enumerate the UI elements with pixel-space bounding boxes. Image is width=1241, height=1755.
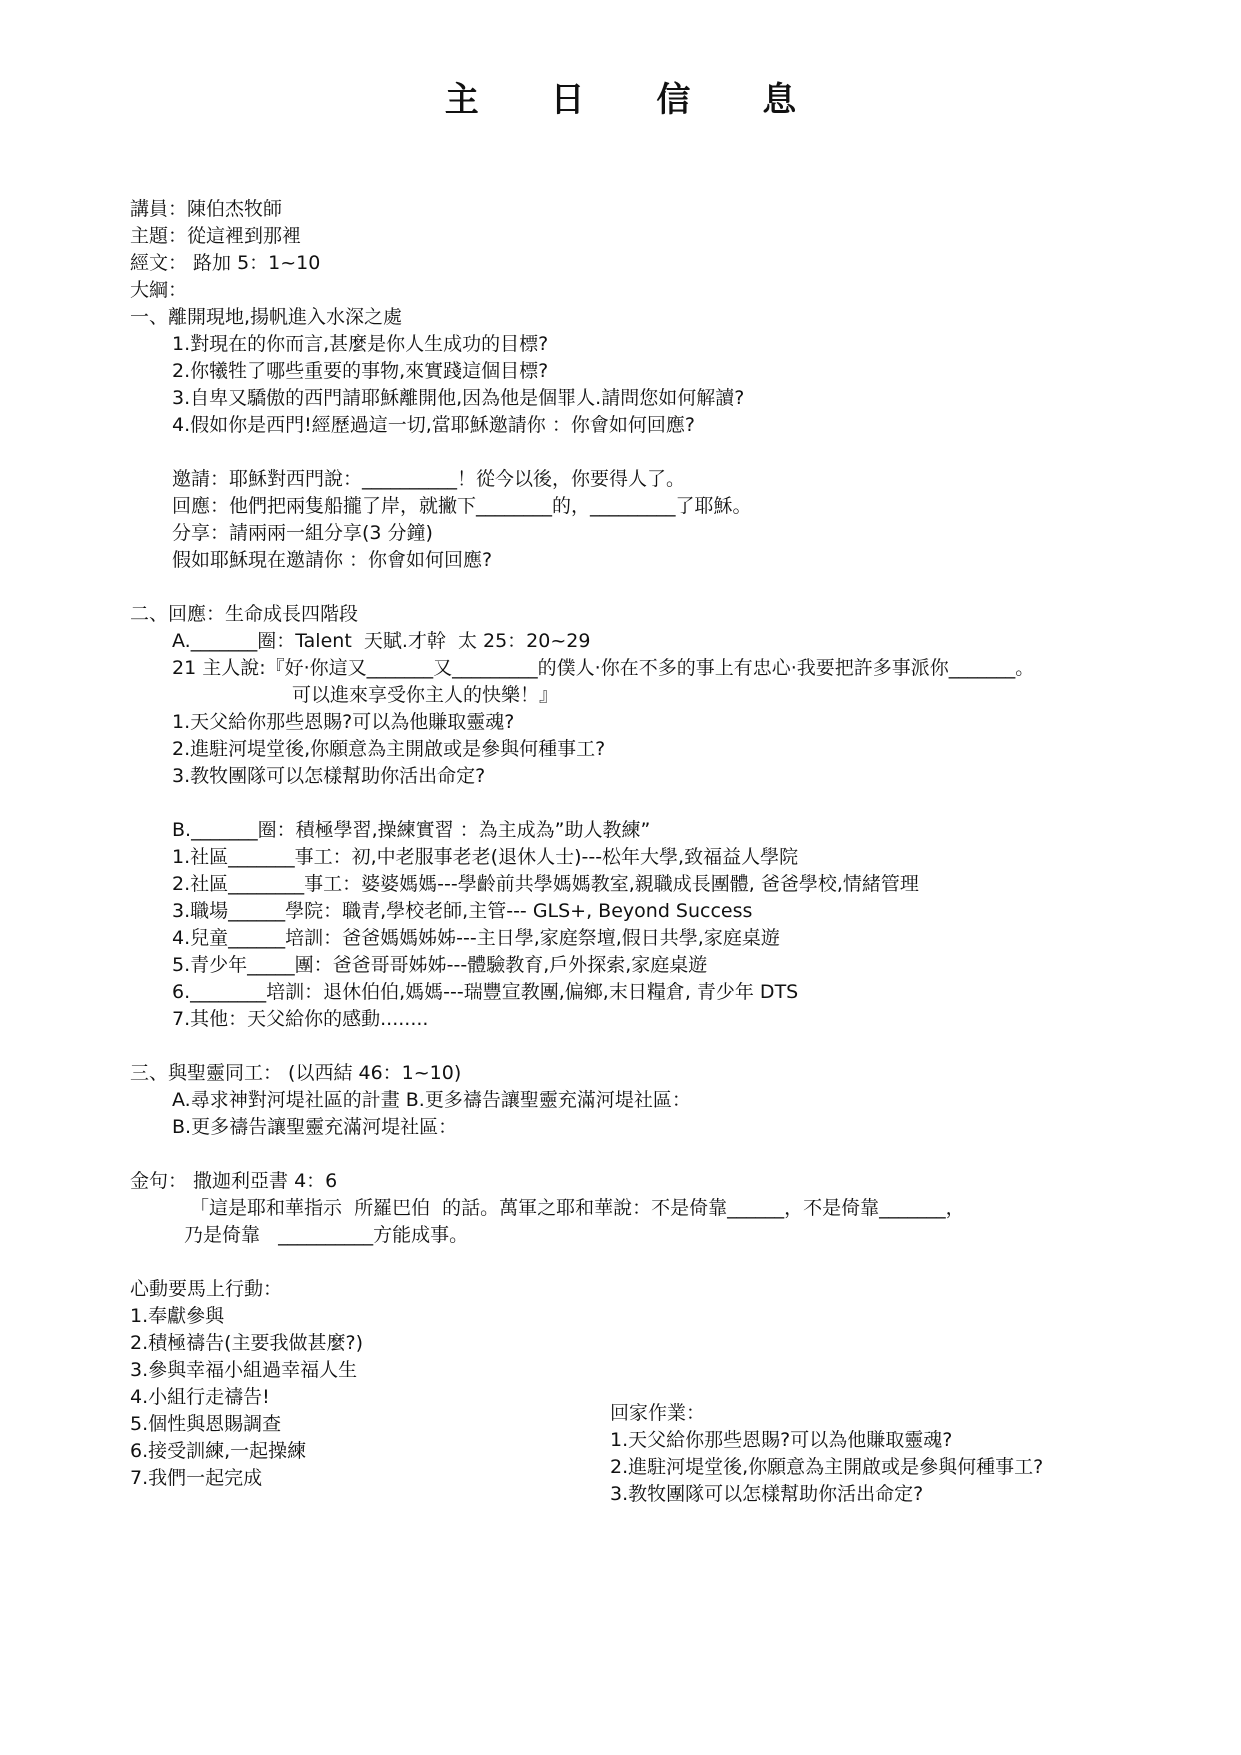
list-item: 3.教牧團隊可以怎樣幫助你活出命定? bbox=[610, 1483, 924, 1505]
list-item: 3.教牧團隊可以怎樣幫助你活出命定? bbox=[172, 765, 486, 787]
invite-line: 邀請：耶穌對西門說：__________！從今以後，你要得人了。 bbox=[172, 468, 686, 490]
action-heading: 心動要馬上行動： bbox=[130, 1278, 283, 1300]
golden-verse-heading: 金句： 撒迦利亞書 4：6 bbox=[130, 1170, 338, 1192]
response-line: 回應：他們把兩隻船攏了岸，就撇下________的，_________了耶穌。 bbox=[172, 495, 752, 517]
verse-line: 可以進來享受你主人的快樂！』 bbox=[292, 684, 559, 706]
list-item: 7.其他：天父給你的感動........ bbox=[172, 1008, 429, 1030]
list-item: 2.積極禱告(主要我做甚麼?) bbox=[130, 1332, 364, 1354]
list-item: A.尋求神對河堤社區的計畫 B.更多禱告讓聖靈充滿河堤社區： bbox=[172, 1089, 691, 1111]
circle-a-line: A._______圈：Talent 天賦.才幹 太 25：20~29 bbox=[172, 630, 591, 652]
list-item: 5.青少年_____團：爸爸哥哥姊姊---體驗教育,戶外探索,家庭桌遊 bbox=[172, 954, 708, 976]
list-item: 4.兒童______培訓：爸爸媽媽姊姊---主日學,家庭祭壇,假日共學,家庭桌遊 bbox=[172, 927, 780, 949]
verse-line: 21 主人說:『好‧你這又_______又_________的僕人‧你在不多的事上有忠心‧我要把許多事派你_______。 bbox=[172, 657, 1035, 679]
circle-b-line: B._______圈：積極學習,操練實習 ：為主成為”助人教練” bbox=[172, 819, 651, 841]
list-item: B.更多禱告讓聖靈充滿河堤社區： bbox=[172, 1116, 458, 1138]
list-item: 1.對現在的你而言,甚麼是你人生成功的目標? bbox=[172, 333, 549, 355]
list-item: 4.小組行走禱告! bbox=[130, 1386, 270, 1408]
golden-verse-line: 乃是倚靠 __________方能成事。 bbox=[184, 1224, 469, 1246]
list-item: 2.你犧牲了哪些重要的事物,來實踐這個目標? bbox=[172, 360, 549, 382]
list-item: 3.自卑又驕傲的西門請耶穌離開他,因為他是個罪人.請問您如何解讀? bbox=[172, 387, 745, 409]
scripture: 經文： 路加 5：1~10 bbox=[130, 252, 321, 274]
sermon-notes bbox=[130, 196, 1130, 1492]
list-item: 5.個性與恩賜調查 bbox=[130, 1413, 282, 1435]
topic: 主題：從這裡到那裡 bbox=[130, 225, 302, 247]
list-item: 1.社區_______事工：初,中老服事老老(退休人士)---松年大學,致福益人學院 bbox=[172, 846, 799, 868]
list-item: 3.參與幸福小組過幸福人生 bbox=[130, 1359, 358, 1381]
list-item: 1.天父給你那些恩賜?可以為他賺取靈魂? bbox=[172, 711, 515, 733]
list-item: 3.職場______學院：職青,學校老師,主管--- GLS+, Beyond Success bbox=[172, 900, 753, 922]
list-item: 4.假如你是西門!經歷過這一切,當耶穌邀請你 ：你會如何回應? bbox=[172, 414, 695, 436]
list-item: 2.社區________事工：婆婆媽媽---學齡前共學媽媽教室,親職成長團體, 爸爸學校,情緒管理 bbox=[172, 873, 919, 895]
list-item: 1.奉獻參與 bbox=[130, 1305, 225, 1327]
list-item: 7.我們一起完成 bbox=[130, 1467, 263, 1489]
list-item: 2.進駐河堤堂後,你願意為主開啟或是參與何種事工? bbox=[610, 1456, 1044, 1478]
list-item: 2.進駐河堤堂後,你願意為主開啟或是參與何種事工? bbox=[172, 738, 606, 760]
homework-block bbox=[610, 1400, 1130, 1508]
speaker: 講員：陳伯杰牧師 bbox=[130, 198, 283, 220]
list-item: 6.接受訓練,一起操練 bbox=[130, 1440, 307, 1462]
list-item: 1.天父給你那些恩賜?可以為他賺取靈魂? bbox=[610, 1429, 953, 1451]
share-line: 分享：請兩兩一組分享(3 分鐘) bbox=[172, 522, 433, 544]
homework-heading: 回家作業： bbox=[610, 1402, 706, 1424]
section3-heading: 三、與聖靈同工： (以西結 46：1~10) bbox=[130, 1062, 462, 1084]
list-item: 6.________培訓：退休伯伯,媽媽---瑞豐宣教團,偏鄉,末日糧倉, 青少年 DTS bbox=[172, 981, 799, 1003]
outline-label: 大綱： bbox=[130, 279, 188, 301]
page-title: 主 日 信 息 bbox=[444, 80, 827, 120]
section2-heading: 二、回應：生命成長四階段 bbox=[130, 603, 359, 625]
section1-heading: 一、離開現地,揚帆進入水深之處 bbox=[130, 306, 403, 328]
ask-line: 假如耶穌現在邀請你 ：你會如何回應? bbox=[172, 549, 493, 571]
golden-verse-line: 「這是耶和華指示 所羅巴伯 的話。萬軍之耶和華說：不是倚靠______，不是倚靠_______， bbox=[190, 1197, 965, 1219]
